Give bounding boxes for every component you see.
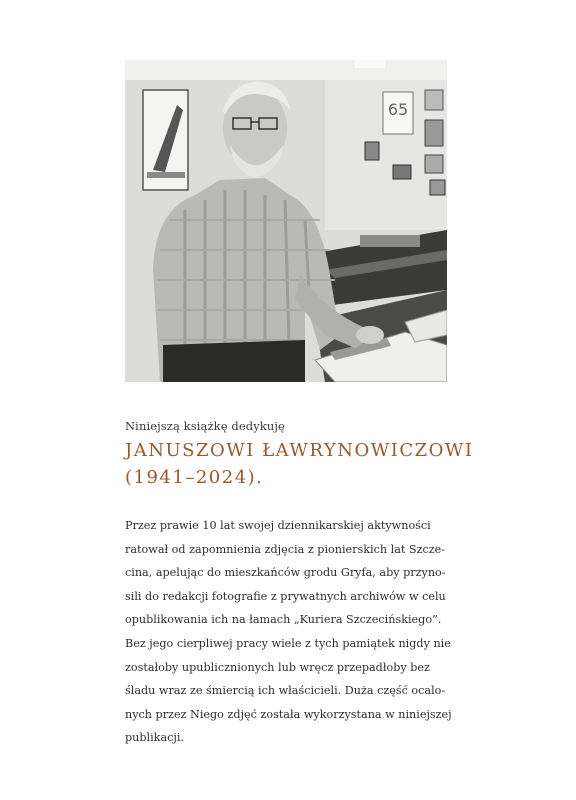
paragraph-line: sili do redakcji fotografie z prywatnych archiwów w celu xyxy=(125,589,446,603)
paragraph-line: opublikowania ich na łamach „Kuriera Szczecińskiego”. xyxy=(125,613,442,627)
paragraph-line: cina, apelując do mieszkańców grodu Gryfa, aby przyno- xyxy=(125,566,446,580)
portrait-photo-illustration xyxy=(125,60,447,382)
paragraph-line: Bez jego cierpliwej pracy wiele z tych pamiątek nigdy nie xyxy=(125,636,451,650)
dedication-line: Niniejszą książkę dedykuję xyxy=(125,419,285,433)
anniversary-poster xyxy=(383,92,413,134)
paragraph-line: Przez prawie 10 lat swojej dziennikarskiej aktywności xyxy=(125,519,431,532)
paragraph-line: nych przez Niego zdjęć została wykorzystana w niniejszej xyxy=(125,707,452,721)
paragraph-line: śladu wraz ze śmiercią ich właścicieli. Duża część ocalo- xyxy=(125,684,446,698)
poster-badge: 65 xyxy=(387,100,409,119)
tribute-paragraph xyxy=(125,514,455,750)
honoree-name: JANUSZOWI ŁAWRYNOWICZOWI xyxy=(125,440,474,461)
ship-poster xyxy=(143,90,188,190)
paragraph-line: zostałoby upublicznionych lub wręcz przepadłoby bez xyxy=(125,660,430,674)
paragraph-line: ratował od zapomnienia zdjęcia z pionierskich lat Szcze- xyxy=(125,542,446,556)
portrait-photo xyxy=(125,60,447,382)
paragraph-line: publikacji. xyxy=(125,731,185,745)
honoree-years: (1941–2024). xyxy=(125,467,264,488)
